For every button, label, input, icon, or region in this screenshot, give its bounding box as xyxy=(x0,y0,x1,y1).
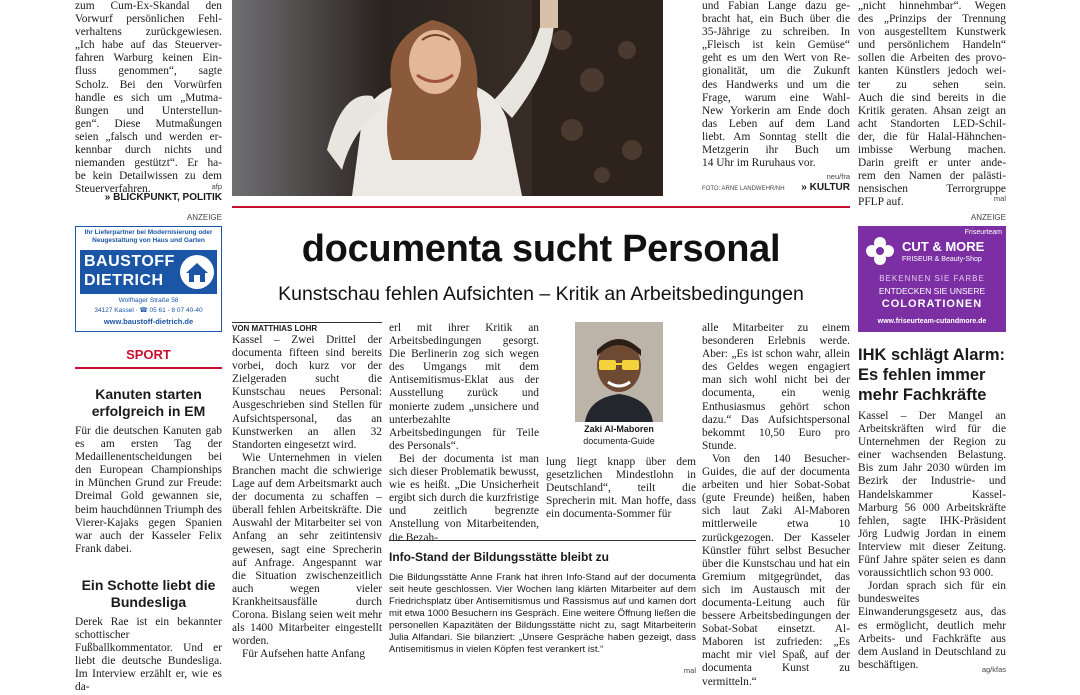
top-left-line: fahren Warburg keinen Ein- xyxy=(75,52,222,65)
ihk-agency: ag/kfas xyxy=(981,665,1006,674)
top-left-line: fluss genommen“, sagte xyxy=(75,65,222,78)
photo-woman-illustration xyxy=(232,0,663,196)
main-headline: documenta sucht Personal xyxy=(301,228,781,270)
ad-friseur-sub: FRISEUR & Beauty-Shop xyxy=(902,256,982,263)
info-box-title: Info-Stand der Bildungsstätte bleibt zu xyxy=(389,550,609,564)
main-col1-para3: Für Aufsehen hatte Anfang xyxy=(242,648,366,661)
ad-baustoff-name2: DIETRICH xyxy=(84,272,164,289)
main-col3-para1: lung liegt knapp über dem gesetzlichen Mindestlohn in Deutschland“, teilt die Sprecherin mit. Man hoffe, dass ein documenta-Sommer für xyxy=(546,456,696,521)
top-right-line: rem den Namen der palästi- xyxy=(858,170,1006,183)
top-right-agency: mal xyxy=(993,194,1006,203)
main-col4-para1: alle Mitarbeiter zu einem besonderen Erlebnis werde. Aber: „Es ist schon wahr, allein des Geldes wegen engagiert man sich wohl nicht bei der documenta, ein wenig Enthusiasmus gehört schon dazu.“ Das Aufsichtspersonal bekommt 10,50 Euro pro Stunde. xyxy=(702,322,850,452)
main-col4 xyxy=(702,322,850,688)
top-left-line: verhaltens zurückgewiesen. xyxy=(75,26,222,39)
top-middle-line: 14 Uhr im Ruruhaus vor. xyxy=(702,157,816,170)
ad-friseur-label: Friseurteam xyxy=(964,229,1002,236)
main-col2-para2: Bei der documenta ist man sich dieser Problematik bewusst, wie es heißt. „Die Unsicherheit ergibt sich durch die kurzfristige und zeitlich begrenzte Anstellung von Mitarbeitenden, die Bezah- xyxy=(389,452,539,544)
top-left-line: handle es sich um „Mutma- xyxy=(75,91,222,104)
top-middle-line: und Fabian Lange dazu ge- xyxy=(702,0,850,12)
top-right-line: Darin greift er unter ande- xyxy=(858,157,1006,170)
top-right-line: nensischen Terrorgruppe xyxy=(858,183,1006,196)
top-right-line: sollen die Arbeiten des provo- xyxy=(858,52,1006,65)
ad-baustoff-dietrich[interactable] xyxy=(75,226,222,332)
top-left-line: seien „falsch und werden er- xyxy=(75,130,222,143)
top-photo-metzgerin xyxy=(232,0,663,196)
photo-zaki-al-maboren xyxy=(575,322,663,422)
ad-baustoff-city-phone: 34127 Kassel · ☎ 05 61 - 8 07 40-40 xyxy=(94,307,203,314)
top-red-rule xyxy=(232,206,850,208)
top-right-line: acht Standorten LED-Schil- xyxy=(858,117,1006,130)
ad-friseur-slogan1: BEKENNEN SIE FARBE xyxy=(879,274,985,283)
top-left-line: gen“. Diese Mutmaßungen xyxy=(75,117,222,130)
top-left-line: Vorwurf persönlichen Fehl- xyxy=(75,13,222,26)
link-kultur[interactable]: » KULTUR xyxy=(801,182,850,193)
sport-headline-1[interactable]: Kanuten starten erfolgreich in EM xyxy=(91,386,206,419)
top-right-line: der, die für Halal-Hähnchen- xyxy=(858,130,1006,143)
photo-caption-role: documenta-Guide xyxy=(583,436,655,446)
ad-friseur-slogan3: COLORATIONEN xyxy=(881,298,983,310)
ad-baustoff-url[interactable]: www.baustoff-dietrich.de xyxy=(103,317,194,326)
top-middle-text xyxy=(702,0,850,170)
top-left-line: „Ich habe auf das Steuerver- xyxy=(75,39,222,52)
main-col1 xyxy=(232,334,382,675)
main-col3-top xyxy=(546,456,696,532)
top-right-line: Auch die sind bereits in die xyxy=(858,91,1006,104)
flower-logo-icon xyxy=(863,234,897,268)
ad-cut-and-more[interactable] xyxy=(858,226,1006,332)
ad-friseur-slogan2: ENTDECKEN SIE UNSERE xyxy=(878,286,986,296)
top-middle-line: geht es um den Wert von Re- xyxy=(702,52,850,65)
top-right-line: PFLP auf. xyxy=(858,196,904,209)
top-right-line: kanten Künstlers jedoch wei- xyxy=(858,65,1006,78)
ad-baustoff-logo-block xyxy=(80,250,217,294)
top-right-line: und persönlichem Handeln“ xyxy=(858,39,1006,52)
ihk-text xyxy=(858,410,1006,675)
top-left-line: Scholz. Bei den Vorwürfen xyxy=(75,78,222,91)
top-middle-line: 35-Jährige zu schreiben. In xyxy=(702,26,850,39)
top-middle-line: das Leben auf dem Land xyxy=(702,117,850,130)
sport-red-rule xyxy=(75,367,222,369)
main-col4-para2: Von den 140 Besucher-Guides, die auf der documenta arbeiten und hier Sobat-Sobat (gute Freunde) heißen, haben sich laut Zaki Al-Maboren mittlerweile etwa 10 zurückgezogen. Der Kasseler Künstler führt selbst Besucher über die Kunstschau und hat ein Gremium mitgegründet, das sich im Austausch mit der documenta-Leitung auch für bessere Arbeitsbedingungen der Sobat-Sobat einsetzt. Al-Maboren ist zufrieden: „Es macht mir viel Spaß, auf der documenta Kunst zu vermitteln.“ xyxy=(702,452,850,688)
top-middle-line: des Handwerks und um die xyxy=(702,78,850,91)
ad-baustoff-name1: BAUSTOFF xyxy=(84,253,175,270)
sport-label[interactable]: SPORT xyxy=(126,347,171,362)
main-col1-para2: Wie Unternehmen in vielen Branchen macht die schwierige Lage auf dem Arbeitsmarkt auch der documenta zu schaffen – überall fehlen Arbeitskräfte. Die Auswahl der Mitarbeiter sei von Anfang an sehr zeitintensiv gewesen, sagt eine Sprecherin auf Anfrage. Angespannt war die Situation zwischenzeitlich auch wegen vieler Krankheitsausfälle durch Corona. Bislang seien weit mehr als 1400 Mitarbeiter eingestellt worden. xyxy=(232,451,382,648)
ihk-para1: Kassel – Der Mangel an Arbeitskräften wird für die Unternehmen der Region zu einer wachsenden Belastung. Bis zum Jahr 2030 würden im Bezirk der Industrie- und Handelskammer Kassel-Marburg 56 000 Arbeitskräfte fehlen, sagte IHK-Präsident Jörg Ludwig Jordan in einem Interview mit dieser Zeitung. Fünf Jahre später seien es dann voraussichtlich schon 93 000. xyxy=(858,410,1006,580)
top-right-line: des „Prinzips der Trennung xyxy=(858,13,1006,26)
top-left-agency: afp xyxy=(211,182,222,191)
top-right-line: Kritik geraten. Ahsan zeigt an xyxy=(858,104,1006,117)
sport-text-1: Für die deutschen Kanuten gab es am ersten Tag der Medaillenentscheidungen bei den European Championships in München Grund zur Freude: Dreimal Gold gewannen sie, beim hauchdünnen Triumph des Vierer-Kajaks gegen Spanien war auch der Kasseler Felix Frank dabei. xyxy=(75,425,222,555)
top-left-line: zum Cum-Ex-Skandal den xyxy=(75,0,222,12)
top-left-text xyxy=(75,0,222,196)
top-left-article xyxy=(75,0,222,196)
top-middle-line: Frage, warum eine Wahl- xyxy=(702,91,850,104)
anzeige-label-right: ANZEIGE xyxy=(970,213,1006,222)
top-middle-line: New Yorkerin am Ende doch xyxy=(702,104,850,117)
top-right-text xyxy=(858,0,1006,210)
link-blickpunkt-politik[interactable]: » BLICKPUNKT, POLITIK xyxy=(104,192,222,203)
info-box xyxy=(389,540,696,675)
top-middle-line: liebt. Am Sonntag stellt die xyxy=(702,130,850,143)
ad-friseur-brand: CUT & MORE xyxy=(902,239,985,254)
photo-caption-name: Zaki Al-Maboren xyxy=(584,424,654,434)
ad-friseur-url[interactable]: www.friseurteam-cutandmore.de xyxy=(877,318,987,325)
sport-headline-2[interactable]: Ein Schotte liebt die Bundesliga xyxy=(81,577,216,610)
main-subheadline: Kunstschau fehlen Aufsichten – Kritik an Arbeitsbedingungen xyxy=(278,283,804,305)
top-right-line: imbisse Werbung machen. xyxy=(858,144,1006,157)
top-right-article xyxy=(858,0,1006,209)
top-right-line: von ausgestelltem Kunstwerk xyxy=(858,26,1006,39)
top-left-line: Steuerverfahren. xyxy=(75,183,151,196)
ihk-headline[interactable]: IHK schlägt Alarm: Es fehlen immer mehr Fachkräfte xyxy=(858,346,1006,404)
main-col2-para1: erl mit ihrer Kritik an Arbeitsbedingungen gesorgt. Die Berlinerin zog sich wegen des Umgangs mit dem Antisemitismus-Eklat aus der Ausstellung zurück und monierte zudem „unsichere und unterbezahlte Arbeitsbedingungen für Teile des Personals“. xyxy=(389,322,539,452)
top-middle-article xyxy=(702,0,850,170)
anzeige-label-left: ANZEIGE xyxy=(186,213,222,222)
main-col2-top xyxy=(389,322,539,544)
top-middle-line: bracht hat, ein Buch über die xyxy=(702,13,850,26)
portrait-illustration xyxy=(575,322,663,422)
house-icon xyxy=(180,255,214,289)
top-middle-line: „Fleisch ist kein Gemüse“ xyxy=(702,39,850,52)
sport-text-2: Derek Rae ist ein bekannter schottischer Fußballkommentator. Und er liebt die deutsche Bundesliga. Im Interview erzählt er, wie es da- xyxy=(75,616,222,694)
top-right-line: „nicht hinnehmbar“. Wegen xyxy=(858,0,1006,12)
byline: VON MATTHIAS LOHR xyxy=(232,322,382,333)
top-middle-agency: neu/fra xyxy=(826,172,850,181)
ihk-para2: Jordan sprach sich für ein bundesweites Einwanderungsgesetz aus, das es ermöglicht, deutlich mehr Arbeits- und Fachkräfte aus dem Ausland in Deutschland zu beschäftigen. xyxy=(858,580,1006,671)
top-left-line: ßungen und Unterstellun- xyxy=(75,104,222,117)
info-box-agency: mal xyxy=(683,666,696,675)
top-left-line: kennbar durch nichts und xyxy=(75,144,222,157)
top-right-line: ter zu sehen sein. xyxy=(858,78,1006,91)
main-col1-para1: Kassel – Zwei Drittel der documenta fifteen sind bereits vorbei, doch kurz vor der Zielgeraden sucht die Kunstschau neues Personal: Ausgeschrieben sind Stellen für Aufsichtspersonal, das an Kunstwerken an allen 32 Standorten eingesetzt wird. xyxy=(232,334,382,451)
top-left-line: be kein Detailwissen zu dem xyxy=(75,170,222,183)
top-middle-line: Metzgerin ihr Buch um xyxy=(702,144,850,157)
info-box-text: Die Bildungsstätte Anne Frank hat ihren Info-Stand auf der documenta seit heute geschlossen. Vier Wochen lang klärten Mitarbeiter auf dem Friedrichsplatz über Antisemitismus und Rassismus auf und kamen dort mit etwa 1000 Besuchern ins Gespräch. Eine weitere Öffnung ließen die personellen Kapazitäten der Bildungsstätte nicht zu, sagt Mitarbeiterin Julia Alfandari. Sie bilanziert: „Unsere Gespräche haben gezeigt, dass Antisemitismus in vielen Köpfen fest verankert ist.“ xyxy=(389,572,696,655)
ad-baustoff-tagline: Ihr Lieferpartner bei Modernisierung oder Neugestaltung von Haus und Garten xyxy=(84,229,213,244)
photo-credit: FOTO: ARNE LANDWEHR/NH xyxy=(702,186,785,192)
top-left-line: niemanden gestützt“. Er ha- xyxy=(75,157,222,170)
ad-baustoff-address: Wolfhager Straße 58 xyxy=(118,297,179,304)
top-middle-line: gionalität, um die Zukunft xyxy=(702,65,850,78)
